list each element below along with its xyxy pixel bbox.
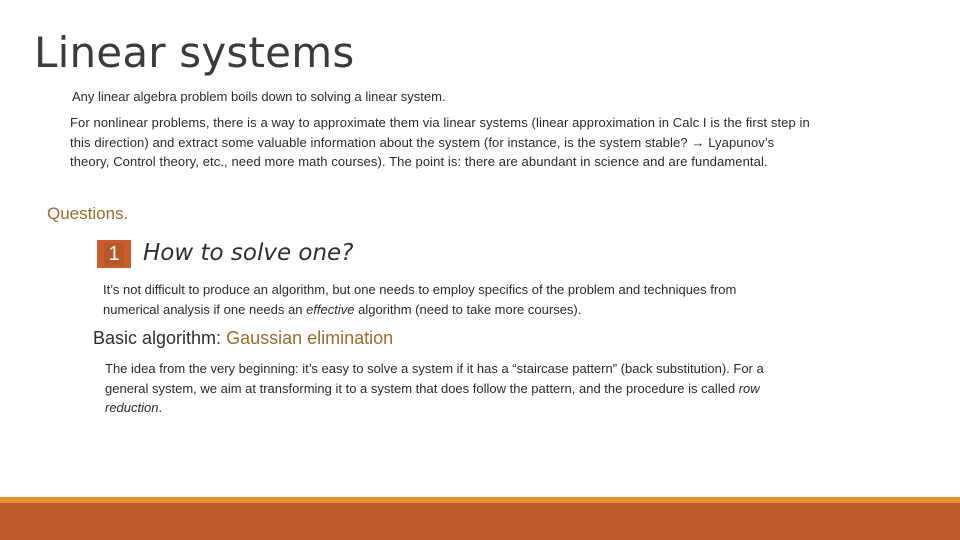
footer-band [0,503,960,540]
right-arrow-icon: → [691,134,705,150]
idea-paragraph [105,359,795,418]
idea-paragraph-emphasis: row reduction [105,380,760,415]
question-title: How to solve one? [143,240,354,266]
idea-paragraph-part2: . [158,400,163,415]
slide-title: Linear systems [34,28,355,77]
question-body [103,280,783,319]
question-body-emphasis: effective [306,301,355,317]
question-body-part1: It’s not difficult to produce an algorithm, but one needs to employ specifics of the problem and techniques from numerical analysis if one needs an [103,282,737,317]
question-number: 1 [104,243,123,266]
questions-heading: Questions. [47,204,129,223]
question-body-part2: algorithm (need to take more courses). [354,301,582,317]
nonlinear-paragraph [70,113,810,172]
idea-paragraph-part1: The idea from the very beginning: it’s easy to solve a system if it has a “staircase pattern” (back substitution). For a general system, we aim at transforming it to a system that does follow the pattern, and the procedure is called [105,361,764,396]
basic-algorithm-method: Gaussian elimination [226,328,394,348]
basic-algorithm-label: Basic algorithm: [93,328,227,348]
nonlinear-paragraph-part1: For nonlinear problems, there is a way to approximate them via linear systems (linear approximation in Calc I is the first step in this direction) and extract some valuable information about the system (for instance, is the system stable? [70,115,810,150]
nonlinear-paragraph-part2: Lyapunov’s theory, Control theory, etc., need more math courses). The point is: there are abundant in science and are fundamental. [70,134,775,169]
question-number-badge [97,240,131,268]
basic-algorithm-heading [93,328,393,349]
intro-text: Any linear algebra problem boils down to solving a linear system. [72,89,446,104]
